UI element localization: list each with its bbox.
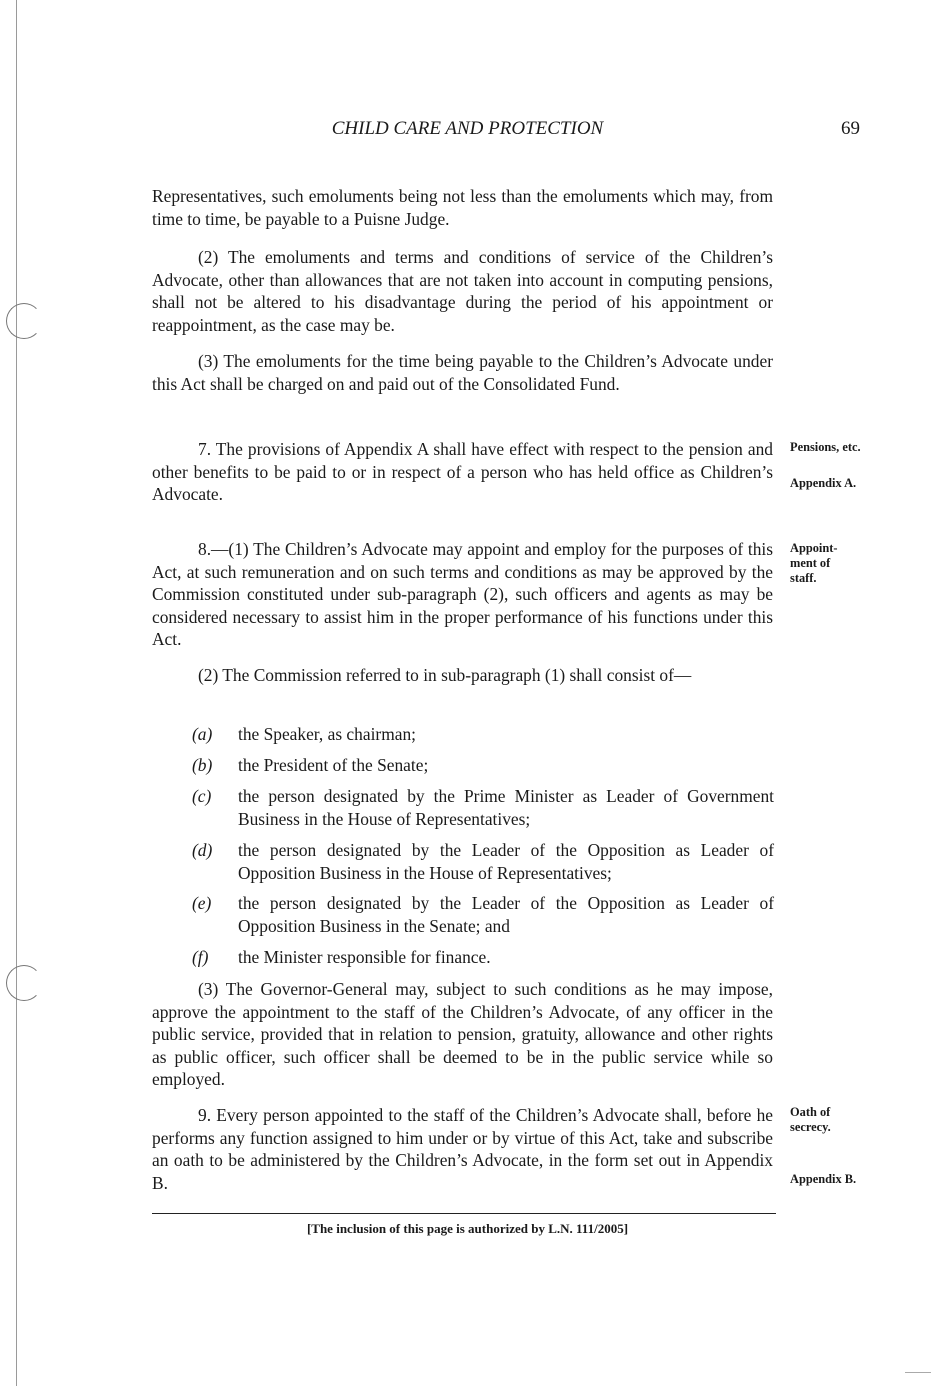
list-item-text: the President of the Senate; bbox=[238, 755, 429, 775]
list-item-text: the person designated by the Prime Minister as Leader of Government Business in the House of Representatives; bbox=[238, 786, 774, 829]
footer-authorization-note: [The inclusion of this page is authorized by L.N. 111/2005] bbox=[306, 1221, 629, 1236]
footer-divider bbox=[152, 1213, 776, 1214]
paragraph-6-3: (3) The emoluments for the time being payable to the Children’s Advocate under this Act shall be charged on and paid out of the Consolidated Fund. bbox=[152, 351, 773, 394]
page-number: 69 bbox=[841, 118, 860, 139]
list-item-label: (c) bbox=[192, 786, 212, 806]
list-item-label: (b) bbox=[192, 755, 213, 775]
list-item-text: the Minister responsible for finance. bbox=[238, 947, 491, 967]
list-item-label: (f) bbox=[192, 947, 209, 967]
list-item-label: (a) bbox=[192, 724, 213, 744]
margin-note-appendix-a: Appendix A. bbox=[790, 476, 857, 490]
list-item-label: (d) bbox=[192, 840, 213, 860]
running-header-title: CHILD CARE AND PROTECTION bbox=[331, 118, 604, 139]
list-item-label: (e) bbox=[192, 893, 212, 913]
section-9: 9. Every person appointed to the staff of the Children’s Advocate shall, before he performs any function assigned to him under or by virtue of this Act, take and subscribe an oath to be administered by the Children’s Advocate, in the form set out in Appendix B. bbox=[152, 1105, 773, 1193]
list-item-text: the Speaker, as chairman; bbox=[238, 724, 416, 744]
margin-note-oath: Oath of secrecy. bbox=[790, 1105, 831, 1134]
punch-hole-icon bbox=[6, 965, 42, 1001]
list-item-text: the person designated by the Leader of the Opposition as Leader of Opposition Business in the Senate; and bbox=[238, 893, 774, 936]
section-8-3: (3) The Governor-General may, subject to such conditions as he may impose, approve the appointment to the staff of the Children’s Advocate, of any officer in the public service, provided that in relation to pension, gratuity, allowance and other rights as public officer, such officer shall be deemed to be in the public service while so employed. bbox=[152, 979, 773, 1089]
section-8-2: (2) The Commission referred to in sub-paragraph (1) shall consist of— bbox=[198, 665, 692, 685]
section-7: 7. The provisions of Appendix A shall have effect with respect to the pension and other benefits to be paid to or in respect of a person who has held office as Children’s Advocate. bbox=[152, 439, 773, 504]
paragraph-6-2: (2) The emoluments and terms and conditions of service of the Children’s Advocate, other than allowances that are not taken into account in computing pensions, shall not be altered to his disadvantage during the period of his appointment or reappointment, as the case may be. bbox=[152, 247, 773, 335]
punch-hole-icon bbox=[6, 303, 42, 339]
margin-note-appendix-b: Appendix B. bbox=[790, 1172, 857, 1186]
corner-mark bbox=[905, 1372, 931, 1373]
paragraph-continuation: Representatives, such emoluments being not less than the emoluments which may, from time to time, be payable to a Puisne Judge. bbox=[152, 186, 773, 229]
margin-note-pensions: Pensions, etc. bbox=[790, 440, 861, 454]
binding-edge-line bbox=[16, 0, 17, 1386]
section-8-1: 8.—(1) The Children’s Advocate may appoint and employ for the purposes of this Act, at such remuneration and on such terms and conditions as may be approved by the Commission constituted under sub-paragraph (2), such officers and agents as may be considered necessary to assist him in the proper performance of his functions under this Act. bbox=[152, 539, 773, 649]
margin-note-appointment: Appoint-ment of staff. bbox=[790, 541, 838, 585]
list-item-text: the person designated by the Leader of the Opposition as Leader of Opposition Business in the House of Representatives; bbox=[238, 840, 774, 883]
